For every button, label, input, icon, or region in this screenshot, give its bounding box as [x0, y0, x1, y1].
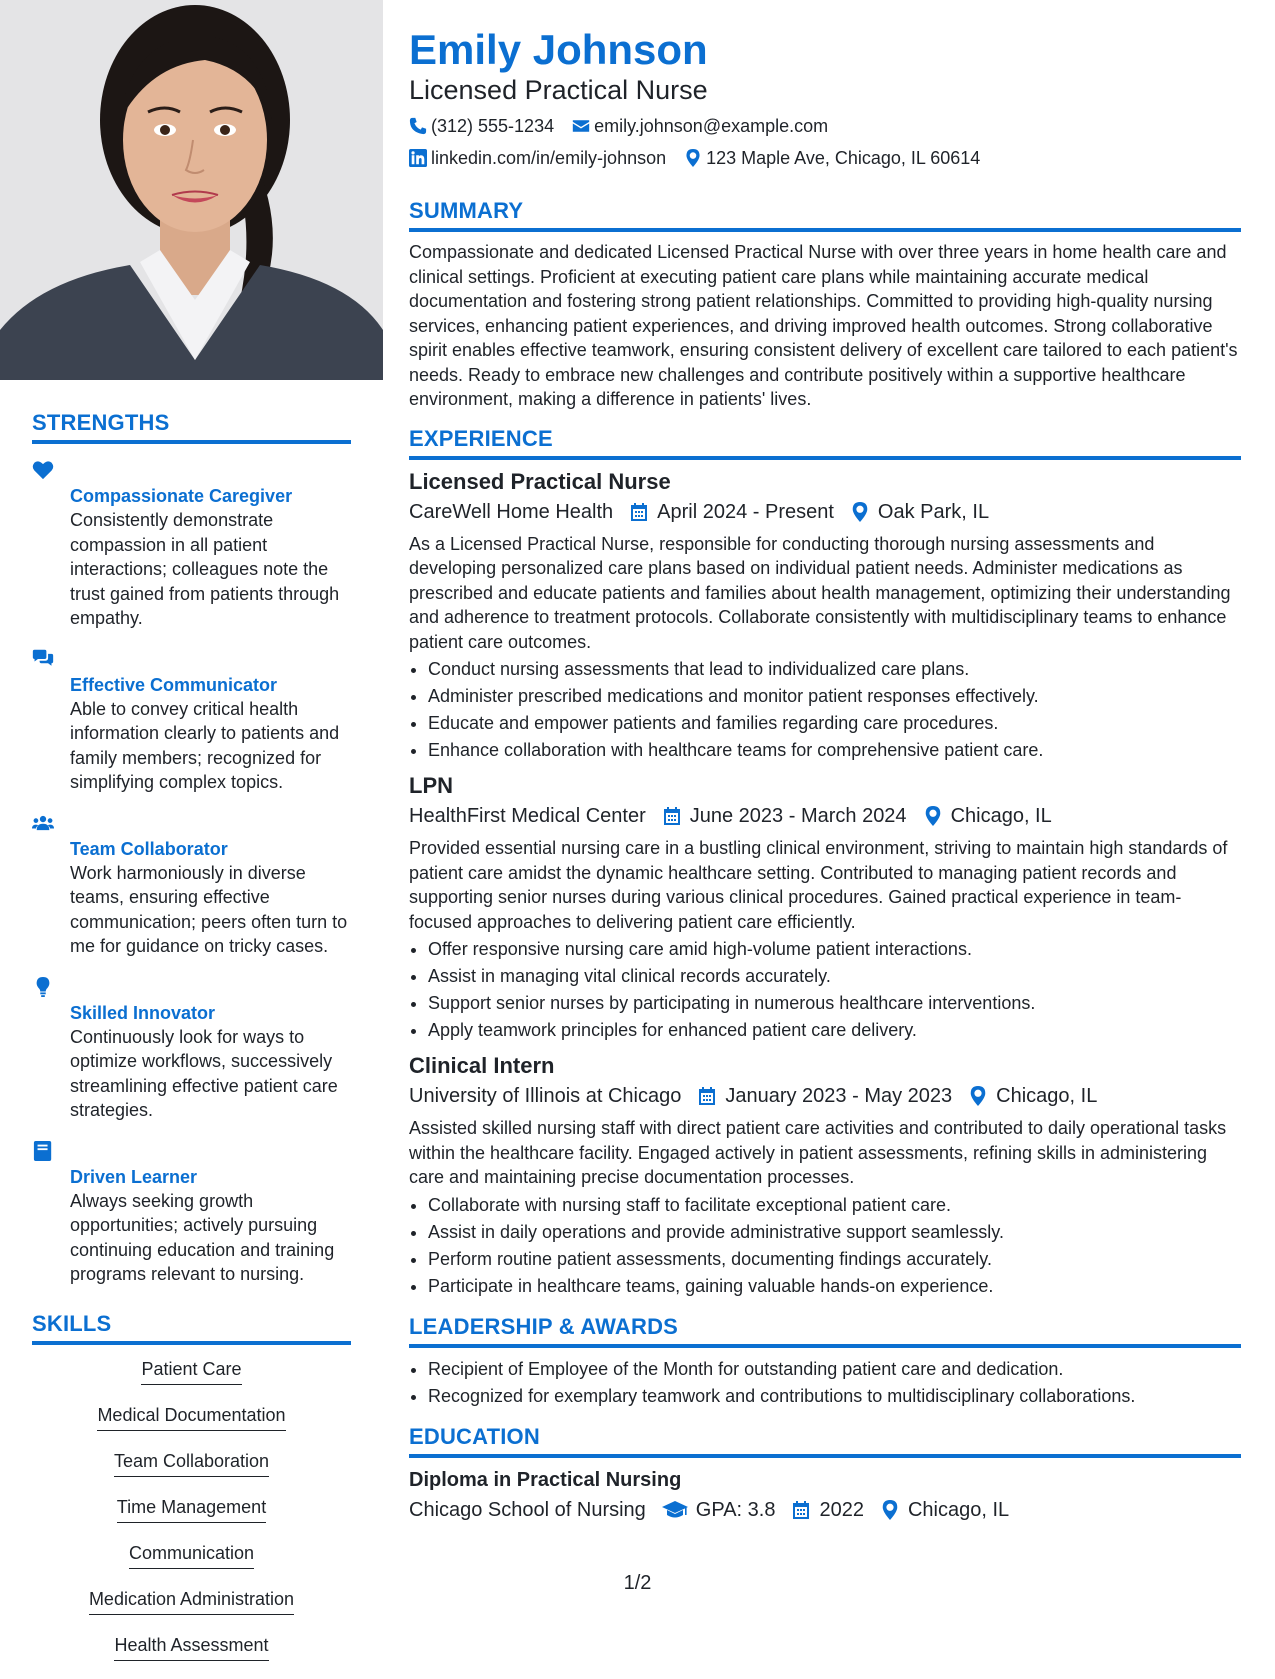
job-company: HealthFirst Medical Center	[409, 805, 646, 827]
job-entry	[409, 468, 1241, 765]
strength-desc: Consistently demonstrate compassion in all patient interactions; colleagues note the trust gained from patients through empathy.	[70, 510, 340, 628]
lightbulb-icon	[32, 975, 70, 1123]
strengths-title: STRENGTHS	[32, 410, 351, 444]
job-meta	[409, 802, 1241, 830]
email-text: emily.johnson@example.com	[594, 116, 829, 136]
calendar-icon	[662, 806, 682, 826]
strength-item	[32, 458, 351, 631]
list-item: • Participate in healthcare teams, gaining valuable hands-on experience.	[428, 1273, 1241, 1300]
skill-item: Health Assessment	[114, 1633, 268, 1661]
location-pin-icon	[923, 806, 943, 826]
strengths-list	[32, 458, 351, 1287]
summary-section	[409, 198, 1241, 412]
education-location: Chicago, IL	[907, 1498, 1010, 1521]
strength-name: Effective Communicator	[70, 674, 278, 695]
summary-title: SUMMARY	[409, 198, 1241, 232]
profile-photo	[0, 0, 383, 380]
strength-name: Compassionate Caregiver	[70, 486, 293, 506]
chat-icon	[32, 647, 70, 795]
education-title: EDUCATION	[409, 1424, 1241, 1458]
job-meta	[409, 1082, 1241, 1110]
list-item: • Administer prescribed medications and monitor patient responses effectively.	[428, 683, 1241, 710]
skill-item: Time Management	[117, 1495, 266, 1523]
summary-text: Compassionate and dedicated Licensed Practical Nurse with over three years in home health care and clinical settings. Proficient at executing patient care plans while maintaining accurate medical documentation and fostering strong patient relationships. Committed to providing high-quality nursing services, enhancing patient experiences, and driving improved health outcomes. Strong collaborative spirit enables effective teamwork, ensuring consistent delivery of excellent care tailored to each patient's needs. Ready to embrace new challenges and contribute positively within a supportive healthcare environment, making a difference in patients' lives.	[409, 242, 1238, 409]
skills-list	[32, 1357, 351, 1679]
job-description: Provided essential nursing care in a bustling clinical environment, striving to maintain high standards of patient care amidst the dynamic healthcare setting. Contributed to managing patient records and supporting senior nurses during various clinical procedures. Gained practical experience in team-focused approaches to delivering patient care efficiently.	[409, 838, 1228, 932]
list-item: • Educate and empower patients and families regarding care procedures.	[428, 710, 1241, 737]
strength-item	[32, 975, 351, 1123]
page-number: 1/2	[623, 1572, 652, 1594]
job-description: Assisted skilled nursing staff with direct patient care activities and contributed to daily operational tasks within the healthcare facility. Engaged actively in patient assessments, refining skills in administering care and maintaining precise documentation processes.	[409, 1118, 1227, 1187]
experience-title: EXPERIENCE	[409, 426, 1241, 460]
list-item: • Support senior nurses by participating in numerous healthcare interventions.	[428, 990, 1241, 1017]
strength-name: Skilled Innovator	[70, 1002, 216, 1023]
list-item: • Recipient of Employee of the Month for outstanding patient care and dedication.	[428, 1356, 1241, 1383]
list-item: • Recognized for exemplary teamwork and contributions to multidisciplinary collaborations.	[428, 1383, 1241, 1410]
strength-desc: Always seeking growth opportunities; actively pursuing continuing education and training programs relevant to nursing.	[70, 1190, 335, 1284]
list-item: • Enhance collaboration with healthcare teams for comprehensive patient care.	[428, 737, 1241, 764]
address-contact	[684, 146, 980, 170]
list-item: • Offer responsive nursing care amid high-volume patient interactions.	[428, 936, 1241, 963]
location-pin-icon	[850, 502, 870, 522]
graduation-cap-icon	[662, 1500, 688, 1520]
job-location: Chicago, IL	[996, 1085, 1098, 1107]
candidate-name: Emily Johnson	[409, 26, 708, 73]
location-pin-icon	[968, 1086, 988, 1106]
strength-item	[32, 811, 351, 959]
awards-section	[409, 1314, 1241, 1410]
job-company: University of Illinois at Chicago	[409, 1085, 682, 1107]
contact-row-2	[409, 146, 1241, 170]
job-title: Clinical Intern	[409, 1053, 555, 1078]
heart-icon	[32, 458, 70, 631]
list-item: • Assist in managing vital clinical records accurately.	[428, 963, 1241, 990]
users-icon	[32, 811, 70, 959]
skill-item: Team Collaboration	[114, 1449, 269, 1477]
education-meta	[409, 1496, 1241, 1524]
job-meta	[409, 498, 1241, 526]
strength-name: Driven Learner	[70, 1166, 198, 1187]
awards-list	[409, 1356, 1241, 1410]
email-contact[interactable]	[572, 114, 828, 138]
list-item: • Apply teamwork principles for enhanced patient care delivery.	[428, 1017, 1241, 1044]
list-item: • Assist in daily operations and provide administrative support seamlessly.	[428, 1219, 1241, 1246]
phone-icon	[409, 117, 427, 135]
job-dates: June 2023 - March 2024	[689, 805, 907, 827]
job-entry	[409, 1052, 1241, 1300]
school-name: Chicago School of Nursing	[409, 1498, 646, 1521]
strength-name: Team Collaborator	[70, 838, 228, 859]
linkedin-text: linkedin.com/in/emily-johnson	[431, 148, 667, 168]
mail-icon	[572, 117, 590, 135]
job-title: Licensed Practical Nurse	[409, 468, 671, 494]
skill-item: Patient Care	[141, 1357, 241, 1385]
job-location: Oak Park, IL	[877, 500, 990, 523]
main-content	[409, 0, 1241, 1524]
calendar-icon	[629, 502, 649, 522]
skill-item: Medication Administration	[89, 1587, 294, 1615]
strength-item	[32, 647, 351, 795]
location-pin-icon	[684, 149, 702, 167]
gpa-text: GPA: 3.8	[695, 1498, 776, 1521]
address-text: 123 Maple Ave, Chicago, IL 60614	[706, 148, 981, 168]
job-title: LPN	[409, 773, 453, 798]
candidate-role: Licensed Practical Nurse	[409, 75, 708, 105]
job-bullets	[409, 1192, 1241, 1300]
list-item: • Collaborate with nursing staff to facilitate exceptional patient care.	[428, 1192, 1241, 1219]
linkedin-contact[interactable]	[409, 146, 666, 170]
calendar-icon	[697, 1086, 717, 1106]
job-location: Chicago, IL	[950, 805, 1052, 827]
education-section	[409, 1424, 1241, 1524]
job-description: As a Licensed Practical Nurse, responsible for conducting thorough nursing assessments and developing personalized care plans based on individual patient needs. Administer medications as prescribed and educate patients and families about health management, optimizing their understanding and adherence to treatment protocols. Collaborate consistently with multidisciplinary teams to enhance patient care outcomes.	[409, 533, 1231, 652]
book-icon	[32, 1139, 70, 1287]
strength-desc: Continuously look for ways to optimize workflows, successively streamlining effective patient care strategies.	[70, 1026, 338, 1120]
list-item: • Conduct nursing assessments that lead to individualized care plans.	[428, 656, 1241, 683]
skill-item: Medical Documentation	[97, 1403, 285, 1431]
list-item: • Perform routine patient assessments, documenting findings accurately.	[428, 1246, 1241, 1273]
strength-desc: Work harmoniously in diverse teams, ensuring effective communication; peers often turn to me for guidance on tricky cases.	[70, 862, 348, 956]
skill-item: Communication	[129, 1541, 254, 1569]
phone-text: (312) 555-1234	[431, 116, 555, 136]
calendar-icon	[791, 1500, 811, 1520]
linkedin-icon	[409, 149, 427, 167]
contact-row	[409, 114, 1241, 138]
strength-item	[32, 1139, 351, 1287]
location-pin-icon	[880, 1500, 900, 1520]
job-dates: April 2024 - Present	[657, 500, 834, 523]
sidebar	[0, 0, 383, 1655]
job-dates: January 2023 - May 2023	[725, 1085, 953, 1107]
education-year: 2022	[819, 1498, 864, 1521]
skills-title: SKILLS	[32, 1311, 351, 1345]
strength-desc: Able to convey critical health information clearly to patients and family members; recognized for simplifying complex topics.	[70, 698, 340, 792]
phone-contact[interactable]	[409, 114, 554, 138]
job-company: CareWell Home Health	[409, 500, 614, 523]
job-entry	[409, 772, 1241, 1044]
job-bullets	[409, 656, 1241, 764]
awards-title: LEADERSHIP & AWARDS	[409, 1314, 1241, 1348]
experience-section	[409, 426, 1241, 1300]
job-bullets	[409, 936, 1241, 1044]
degree-title: Diploma in Practical Nursing	[409, 1468, 682, 1491]
